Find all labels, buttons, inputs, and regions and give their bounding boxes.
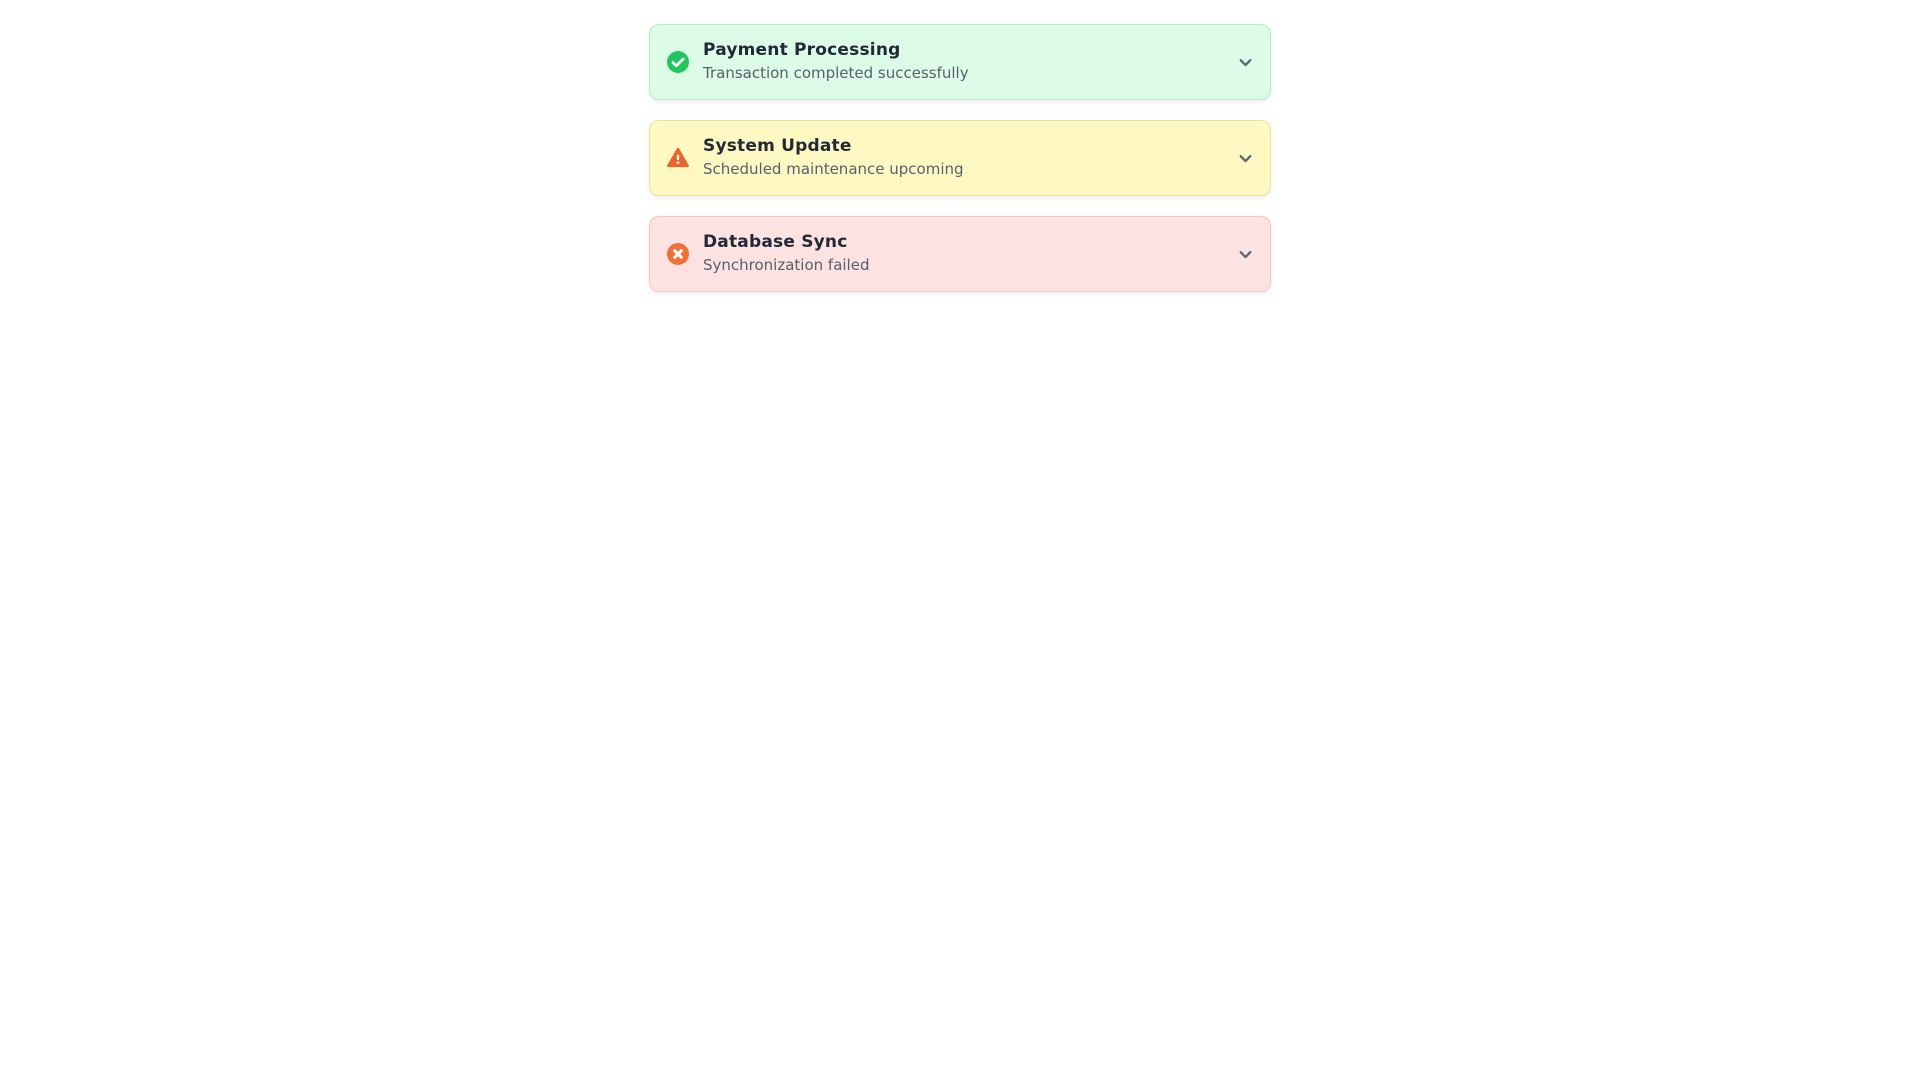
x-circle-icon — [666, 242, 690, 266]
notification-card-database-sync[interactable] — [649, 216, 1271, 292]
notification-subtitle: Synchronization failed — [703, 256, 870, 275]
expand-chevron-down-icon[interactable] — [1236, 245, 1254, 263]
notification-title: Payment Processing — [703, 40, 901, 61]
notification-stack — [649, 24, 1271, 292]
notification-subtitle: Transaction completed successfully — [703, 64, 969, 83]
check-circle-icon — [666, 50, 690, 74]
notification-card-system-update[interactable] — [649, 120, 1271, 196]
expand-chevron-down-icon[interactable] — [1236, 149, 1254, 167]
notification-title: System Update — [703, 136, 852, 157]
notification-subtitle: Scheduled maintenance upcoming — [703, 160, 964, 179]
notification-card-payment-processing[interactable] — [649, 24, 1271, 100]
warning-triangle-icon — [666, 146, 690, 170]
notification-text-block — [703, 40, 1236, 83]
notification-text-block — [703, 232, 1236, 275]
notification-text-block — [703, 136, 1236, 179]
expand-chevron-down-icon[interactable] — [1236, 53, 1254, 71]
notification-title: Database Sync — [703, 232, 848, 253]
